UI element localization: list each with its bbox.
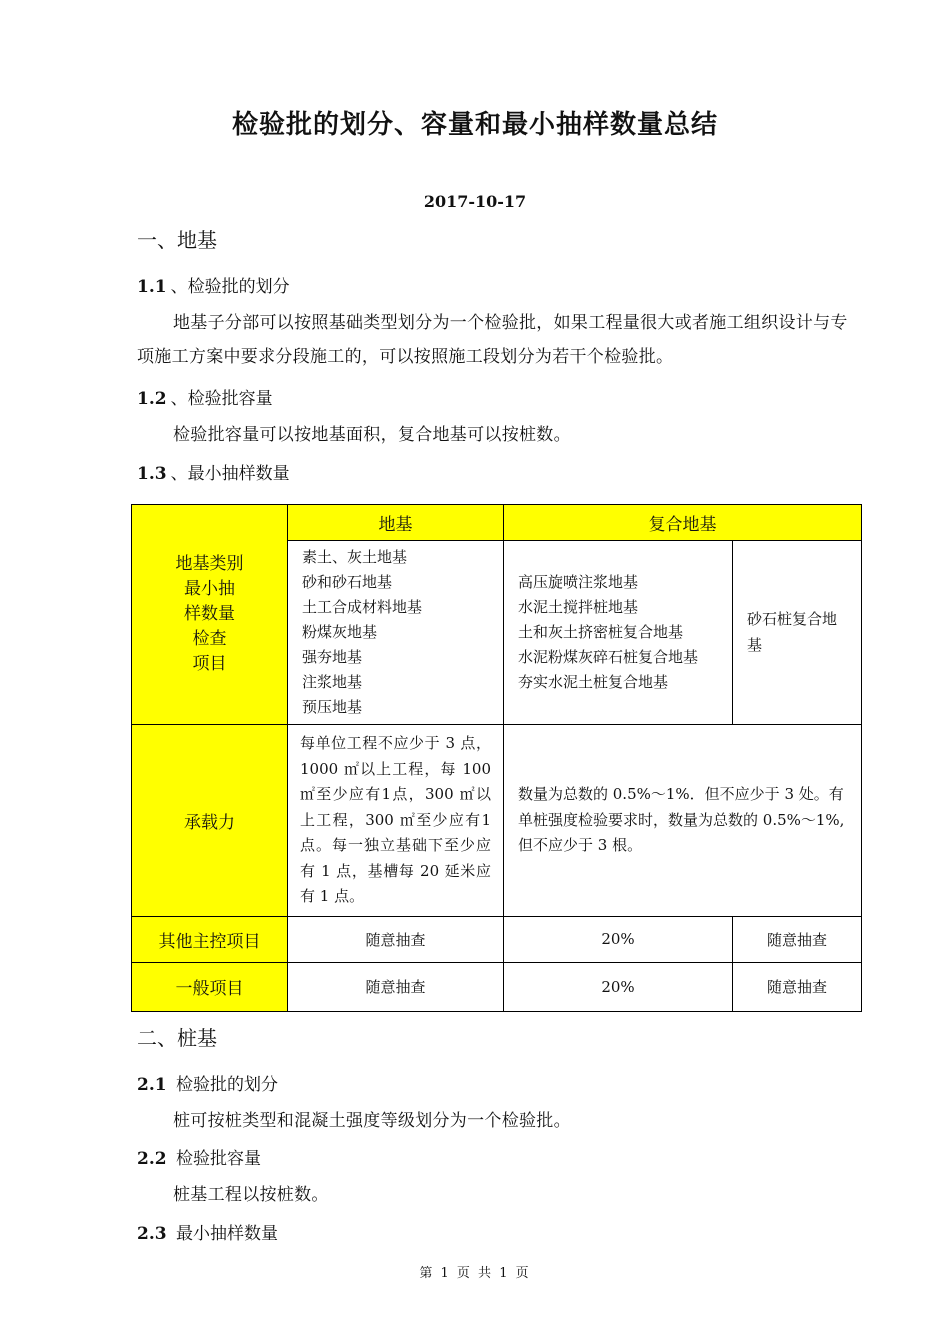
list-item: 水泥土搅拌桩地基 [518,598,639,616]
list-item: 夯实水泥土桩复合地基 [518,673,669,691]
list-item: 预压地基 [302,698,363,716]
subheading-1-1 [137,272,290,297]
shashi-cell [733,541,862,725]
fuhe-types-cell [504,541,733,725]
row-label-general: 一般项目 [132,962,288,1011]
subheading-number: 2.3 [137,1224,167,1244]
list-item: 高压旋喷注浆地基 [518,573,639,591]
corner-line: 样数量 [184,604,235,624]
subheading-2-2 [137,1144,261,1169]
row-label-main-control: 其他主控项目 [132,916,288,962]
list-item: 砂和砂石地基 [302,573,393,591]
list-item: 素土、灰土地基 [302,548,408,566]
paragraph-2-1: 桩可按桩类型和混凝土强度等级划分为一个检验批。 [173,1111,571,1131]
subheading-label: 检验批容量 [175,1149,261,1169]
main-diji-cell: 随意抽查 [288,916,504,962]
list-item: 土工合成材料地基 [302,598,423,616]
corner-line: 最小抽 [184,579,235,599]
paragraph-1-2: 检验批容量可以按地基面积，复合地基可以按桩数。 [173,425,571,445]
capacity-fuhe-cell [504,725,862,917]
main-shashi-cell: 随意抽查 [733,916,862,962]
table-row-general [132,962,862,1011]
capacity-diji-text: 每单位工程不应少于 3 点，1000 ㎡以上工程，每 100 ㎡至少应有1点，300 ㎡以上工程，300 ㎡至少应有1点。每一独立基础下至少应有 1 点，基槽每 20 延米应有 1 点。 [300,734,491,905]
subheading-number: 2.2 [137,1149,167,1169]
subheading-1-3 [137,459,290,484]
list-item: 强夯地基 [302,648,363,666]
subheading-2-1 [137,1070,278,1095]
subheading-1-2 [137,384,273,409]
corner-line: 检查 [192,629,227,649]
list-item: 注浆地基 [302,673,363,691]
paragraph-1-1: 地基子分部可以按照基础类型划分为一个检验批，如果工程量很大或者施工组织设计与专项施工方案中要求分段施工的，可以按照施工段划分为若干个检验批。 [137,313,848,367]
capacity-diji-cell [288,725,504,917]
subheading-label: 检验批的划分 [175,1075,278,1095]
document-date: 2017-10-17 [423,192,527,211]
list-item: 水泥粉煤灰碎石桩复合地基 [518,648,699,666]
table-row-capacity [132,725,862,917]
header-diji: 地基 [288,505,504,541]
list-item: 粉煤灰地基 [302,623,378,641]
row-label-capacity: 承载力 [132,725,288,917]
subheading-number: 2.1 [137,1075,167,1095]
subheading-label: 、最小抽样数量 [170,464,290,484]
table-header-row [132,505,862,541]
corner-cell [132,505,288,725]
sampling-table [131,504,862,1012]
subheading-2-3 [137,1219,278,1244]
section-heading-diji: 一、地基 [137,228,217,252]
header-fuhe: 复合地基 [504,505,862,541]
subheading-number: 1.1 [137,277,167,297]
corner-line: 项目 [192,654,227,674]
document-title: 检验批的划分、容量和最小抽样数量总结 [231,110,718,140]
section-heading-zhuangji: 二、桩基 [137,1026,217,1050]
capacity-fuhe-text: 数量为总数的 0.5%～1%．但不应少于 3 处。有单桩强度检验要求时，数量为总数的 0.5%～1%,但不应少于 3 根。 [518,785,845,854]
general-fuhe-cell: 20% [504,962,733,1011]
list-item: 土和灰土挤密桩复合地基 [518,623,684,641]
subheading-label: 、检验批容量 [170,389,273,409]
subheading-number: 1.2 [137,389,167,409]
paragraph-2-2: 桩基工程以按桩数。 [173,1185,329,1205]
general-shashi-cell: 随意抽查 [733,962,862,1011]
table-row-main-control [132,916,862,962]
diji-types-cell [288,541,504,725]
subheading-number: 1.3 [137,464,167,484]
corner-line: 地基类别 [175,554,244,574]
subheading-label: 最小抽样数量 [175,1224,278,1244]
main-fuhe-cell: 20% [504,916,733,962]
page-footer: 第 1 页 共 1 页 [419,1266,531,1281]
shashi-label: 砂石桩复合地基 [747,610,838,654]
subheading-label: 、检验批的划分 [170,277,290,297]
general-diji-cell: 随意抽查 [288,962,504,1011]
